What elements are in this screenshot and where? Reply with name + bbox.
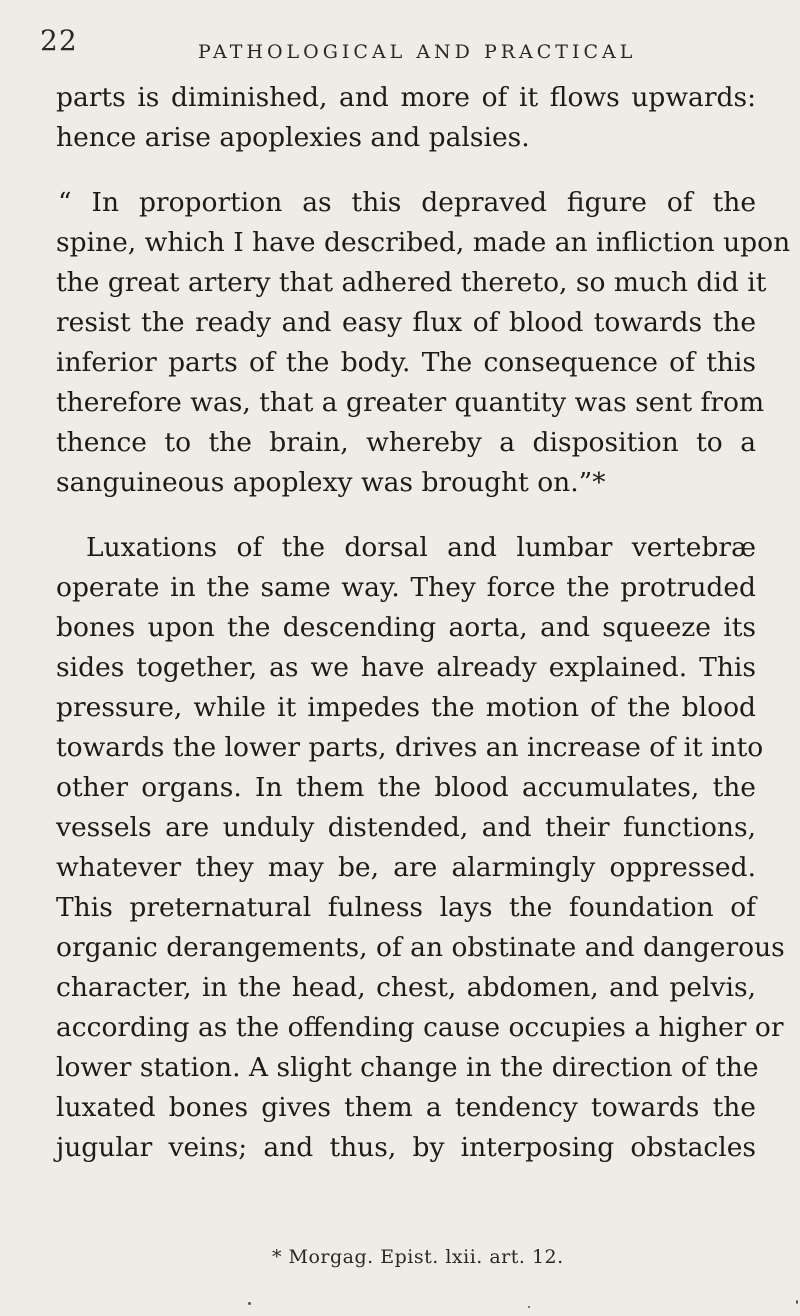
text-line: resist the ready and easy flux of blood towards the — [56, 307, 756, 338]
text-line: bones upon the descending aorta, and squeeze its — [56, 612, 756, 643]
paragraph-2 — [56, 183, 791, 503]
text-line: thence to the brain, whereby a disposition to a — [56, 427, 756, 458]
text-line: inferior parts of the body. The consequence of this — [56, 347, 756, 378]
paper-speck — [528, 1306, 530, 1308]
text-line: This preternatural fulness lays the foundation of — [56, 892, 756, 923]
paper-speck — [796, 1300, 798, 1304]
text-line: hence arise apoplexies and palsies. — [56, 122, 530, 153]
footnote: * Morgag. Epist. lxii. art. 12. — [272, 1246, 564, 1268]
text-line: pressure, while it impedes the motion of the blood — [56, 692, 756, 723]
text-line: therefore was, that a greater quantity was sent from — [56, 387, 765, 418]
paragraph-1 — [56, 78, 756, 158]
body-text — [56, 78, 791, 1168]
text-line: towards the lower parts, drives an increase of it into — [56, 732, 764, 763]
text-line: lower station. A slight change in the direction of the — [56, 1052, 759, 1083]
text-line: character, in the head, chest, abdomen, and pelvis, — [56, 972, 756, 1003]
paper-speck — [248, 1302, 251, 1305]
text-line: luxated bones gives them a tendency towards the — [56, 1092, 756, 1123]
text-line: other organs. In them the blood accumulates, the — [56, 772, 756, 803]
text-line: vessels are unduly distended, and their functions, — [56, 812, 756, 843]
page-number: 22 — [40, 24, 78, 57]
text-line: sides together, as we have already explained. This — [56, 652, 756, 683]
text-line: jugular veins; and thus, by interposing obstacles — [56, 1132, 756, 1163]
text-line: the great artery that adhered thereto, so much did it — [56, 267, 767, 298]
text-line: “ In proportion as this depraved figure of the — [58, 187, 756, 218]
running-head: PATHOLOGICAL AND PRACTICAL — [198, 41, 637, 63]
text-line: parts is diminished, and more of it flows upwards: — [56, 82, 756, 113]
text-line: operate in the same way. They force the protruded — [56, 572, 756, 603]
text-line: Luxations of the dorsal and lumbar vertebræ — [86, 532, 756, 563]
text-line: organic derangements, of an obstinate and dangerous — [56, 932, 785, 963]
text-line: according as the offending cause occupies a higher or — [56, 1012, 784, 1043]
text-line: spine, which I have described, made an infliction upon — [56, 227, 791, 258]
paragraph-3 — [56, 528, 785, 1168]
text-line: sanguineous apoplexy was brought on.”* — [56, 467, 606, 498]
text-line: whatever they may be, are alarmingly oppressed. — [56, 852, 756, 883]
